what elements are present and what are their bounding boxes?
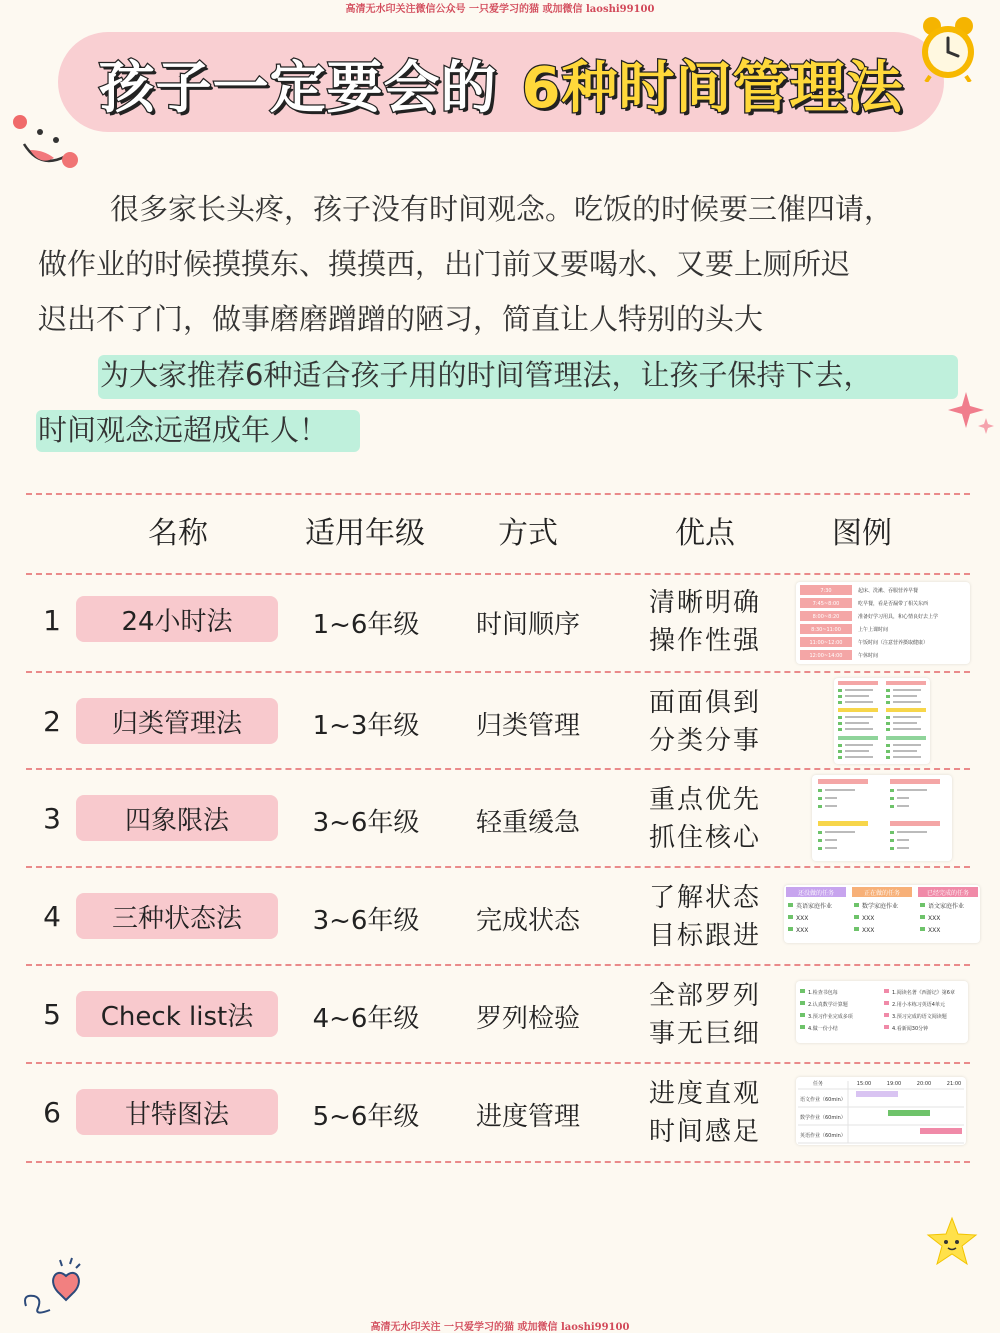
grade-range: 4~6年级 bbox=[312, 1004, 420, 1034]
row-number: 2 bbox=[43, 705, 61, 738]
status-thumbnail bbox=[784, 885, 980, 943]
header-method: 方式 bbox=[498, 516, 558, 551]
grade-range: 3~6年级 bbox=[312, 808, 420, 838]
method-name: 三种状态法 bbox=[111, 903, 242, 934]
method-type: 归类管理 bbox=[475, 711, 580, 741]
checklist-item: 1.检查书包每 bbox=[808, 990, 838, 996]
merit-line-1: 清晰明确 bbox=[648, 588, 761, 618]
merit-line-2: 时间感足 bbox=[648, 1117, 761, 1147]
schedule-time: 11:00~12:00 bbox=[809, 640, 843, 646]
merit-text bbox=[630, 584, 780, 660]
grade-range: 5~6年级 bbox=[312, 1102, 420, 1132]
quadrant-thumbnail bbox=[812, 775, 952, 861]
title-part1: 孩子一定要会的 bbox=[98, 56, 498, 121]
method-name-pill bbox=[76, 1089, 278, 1135]
grade-range: 3~6年级 bbox=[312, 906, 420, 936]
gantt-time: 20:00 bbox=[916, 1081, 932, 1087]
schedule-time: 7:30 bbox=[820, 588, 832, 594]
intro-paragraph bbox=[38, 182, 978, 347]
highlight-paragraph bbox=[38, 348, 968, 458]
merit-text bbox=[630, 684, 780, 760]
schedule-task: 午饭时间（注意营养摄取健康） bbox=[858, 640, 929, 646]
checklist-item: 4.做一份小结 bbox=[808, 1026, 838, 1032]
intro-line-2: 做作业的时候摸摸东、摸摸西，出门前又要喝水、又要上厕所迟 bbox=[38, 247, 851, 281]
merit-text bbox=[630, 1075, 780, 1151]
gantt-time: 19:00 bbox=[886, 1081, 902, 1087]
method-name: Check list法 bbox=[100, 1001, 254, 1032]
category-thumbnail bbox=[834, 678, 930, 764]
grade-range: 1~3年级 bbox=[312, 711, 420, 741]
gantt-time: 21:00 bbox=[946, 1081, 962, 1087]
row-number: 5 bbox=[43, 998, 61, 1031]
status-item: XXX bbox=[862, 927, 875, 934]
page-title bbox=[58, 44, 944, 124]
watermark-top: 高清无水印关注微信公众号 一只爱学习的猫 或加微信 laoshi99100 bbox=[345, 4, 655, 15]
row-number: 1 bbox=[43, 604, 61, 637]
gantt-bar-math bbox=[888, 1110, 930, 1116]
checklist-item: 2.用小本练习英语4单元 bbox=[892, 1002, 945, 1008]
method-name: 四象限法 bbox=[124, 805, 229, 836]
status-header: 已经完成的任务 bbox=[926, 890, 970, 897]
star-icon bbox=[924, 1214, 980, 1270]
schedule-time: 8:30~11:00 bbox=[811, 627, 841, 633]
gantt-task: 英语作业（60min） bbox=[800, 1133, 846, 1139]
status-item: 数学家庭作业 bbox=[862, 903, 899, 910]
gantt-bar-english bbox=[920, 1128, 962, 1134]
example-thumbnail bbox=[796, 981, 968, 1043]
table-row bbox=[0, 769, 1000, 867]
checklist-item: 1.阅读名著《西游记》第6章 bbox=[892, 990, 955, 996]
watermark-bottom: 高清无水印关注 一只爱学习的猫 或加微信 laoshi99100 bbox=[370, 1322, 630, 1333]
schedule-task: 吃早餐，看是否漏带了相关东西 bbox=[858, 601, 929, 607]
schedule-task: 上午上课时间 bbox=[858, 627, 889, 633]
schedule-time: 7:45~8:00 bbox=[812, 601, 840, 607]
checklist-thumbnail bbox=[796, 981, 968, 1043]
grade-range: 1~6年级 bbox=[312, 610, 420, 640]
status-item: XXX bbox=[796, 915, 809, 922]
schedule-thumbnail bbox=[796, 582, 970, 664]
gantt-task: 数学作业（60min） bbox=[800, 1115, 846, 1121]
checklist-item: 4.看新闻30分钟 bbox=[892, 1026, 929, 1032]
method-name: 甘特图法 bbox=[124, 1099, 229, 1130]
merit-line-2: 抓住核心 bbox=[648, 823, 761, 853]
header-name: 名称 bbox=[148, 516, 208, 551]
method-name-pill bbox=[76, 893, 278, 939]
row-number: 6 bbox=[43, 1096, 61, 1129]
merit-text bbox=[630, 879, 780, 955]
schedule-task: 起床、洗漱、吞服营养早餐 bbox=[858, 588, 919, 594]
example-thumbnail bbox=[796, 582, 970, 664]
merit-line-1: 重点优先 bbox=[648, 785, 761, 815]
header-grade: 适用年级 bbox=[305, 516, 425, 551]
status-item: 语文家庭作业 bbox=[928, 903, 965, 910]
checklist-item: 3.预习作业完成多项 bbox=[808, 1014, 853, 1020]
checklist-item: 2.认真数学计算题 bbox=[808, 1002, 848, 1008]
gantt-bar-chinese bbox=[856, 1091, 898, 1097]
gantt-thumbnail bbox=[796, 1077, 966, 1145]
highlight-line-2: 时间观念远超成年人！ bbox=[38, 413, 329, 447]
gantt-header-task: 任务 bbox=[812, 1081, 824, 1087]
method-type: 时间顺序 bbox=[475, 610, 580, 640]
example-thumbnail bbox=[812, 775, 952, 861]
method-name-pill bbox=[76, 795, 278, 841]
schedule-task: 准备好学习用具，和心情良好去上学 bbox=[858, 614, 939, 620]
method-name-pill bbox=[76, 991, 278, 1037]
status-item: 英语家庭作业 bbox=[796, 903, 833, 910]
status-item: XXX bbox=[928, 915, 941, 922]
merit-text bbox=[630, 977, 780, 1053]
merit-line-2: 事无巨细 bbox=[648, 1019, 761, 1049]
method-name-pill bbox=[76, 698, 278, 744]
status-header: 还没做的任务 bbox=[797, 890, 835, 897]
merit-line-1: 全部罗列 bbox=[648, 981, 761, 1011]
cute-face-icon bbox=[10, 110, 88, 172]
merit-line-2: 分类分事 bbox=[648, 726, 761, 756]
status-header: 正在做的任务 bbox=[863, 890, 901, 897]
table-row bbox=[0, 574, 1000, 672]
example-thumbnail bbox=[784, 885, 980, 943]
example-thumbnail bbox=[796, 1077, 966, 1145]
method-name-pill bbox=[76, 596, 278, 642]
heart-doodle-icon bbox=[20, 1254, 94, 1318]
title-part2: 6种时间管理法 bbox=[521, 56, 904, 121]
merit-line-1: 了解状态 bbox=[648, 883, 761, 913]
alarm-clock-icon bbox=[912, 12, 984, 82]
merit-line-2: 目标跟进 bbox=[648, 921, 761, 951]
status-item: XXX bbox=[862, 915, 875, 922]
schedule-time: 8:00~8:20 bbox=[812, 614, 840, 620]
row-number: 4 bbox=[43, 900, 61, 933]
method-name: 24小时法 bbox=[121, 606, 233, 637]
merit-line-1: 面面俱到 bbox=[648, 688, 761, 718]
table-row bbox=[0, 672, 1000, 770]
gantt-task: 语文作业（60min） bbox=[800, 1097, 846, 1103]
row-number: 3 bbox=[43, 802, 61, 835]
merit-line-1: 进度直观 bbox=[648, 1079, 761, 1109]
merit-line-2: 操作性强 bbox=[648, 626, 761, 656]
merit-text bbox=[630, 781, 780, 857]
intro-line-3: 迟出不了门，做事磨磨蹭蹭的陋习，简直让人特别的头大 bbox=[38, 302, 764, 336]
method-type: 完成状态 bbox=[475, 906, 580, 936]
schedule-time: 12:00~14:00 bbox=[809, 653, 843, 659]
method-type: 轻重缓急 bbox=[475, 808, 580, 838]
table-top-rule bbox=[26, 493, 970, 495]
table-row bbox=[0, 965, 1000, 1063]
status-item: XXX bbox=[928, 927, 941, 934]
intro-line-1: 很多家长头疼，孩子没有时间观念。吃饭的时候要三催四请， bbox=[110, 192, 894, 226]
method-type: 进度管理 bbox=[475, 1102, 580, 1132]
table-row bbox=[0, 1063, 1000, 1161]
header-merit: 优点 bbox=[675, 516, 735, 551]
example-thumbnail bbox=[834, 678, 930, 764]
table-row bbox=[0, 867, 1000, 965]
schedule-task: 午休时间 bbox=[858, 653, 879, 659]
method-type: 罗列检验 bbox=[475, 1004, 580, 1034]
header-example: 图例 bbox=[832, 516, 892, 551]
status-item: XXX bbox=[796, 927, 809, 934]
gantt-time: 15:00 bbox=[856, 1081, 872, 1087]
table-bottom-rule bbox=[26, 1161, 970, 1163]
highlight-line-1: 为大家推荐6种适合孩子用的时间管理法，让孩子保持下去， bbox=[100, 358, 873, 392]
checklist-item: 3.预习完成的语文阅读题 bbox=[892, 1014, 947, 1020]
method-name: 归类管理法 bbox=[111, 708, 242, 739]
sparkle-icon bbox=[948, 388, 996, 438]
